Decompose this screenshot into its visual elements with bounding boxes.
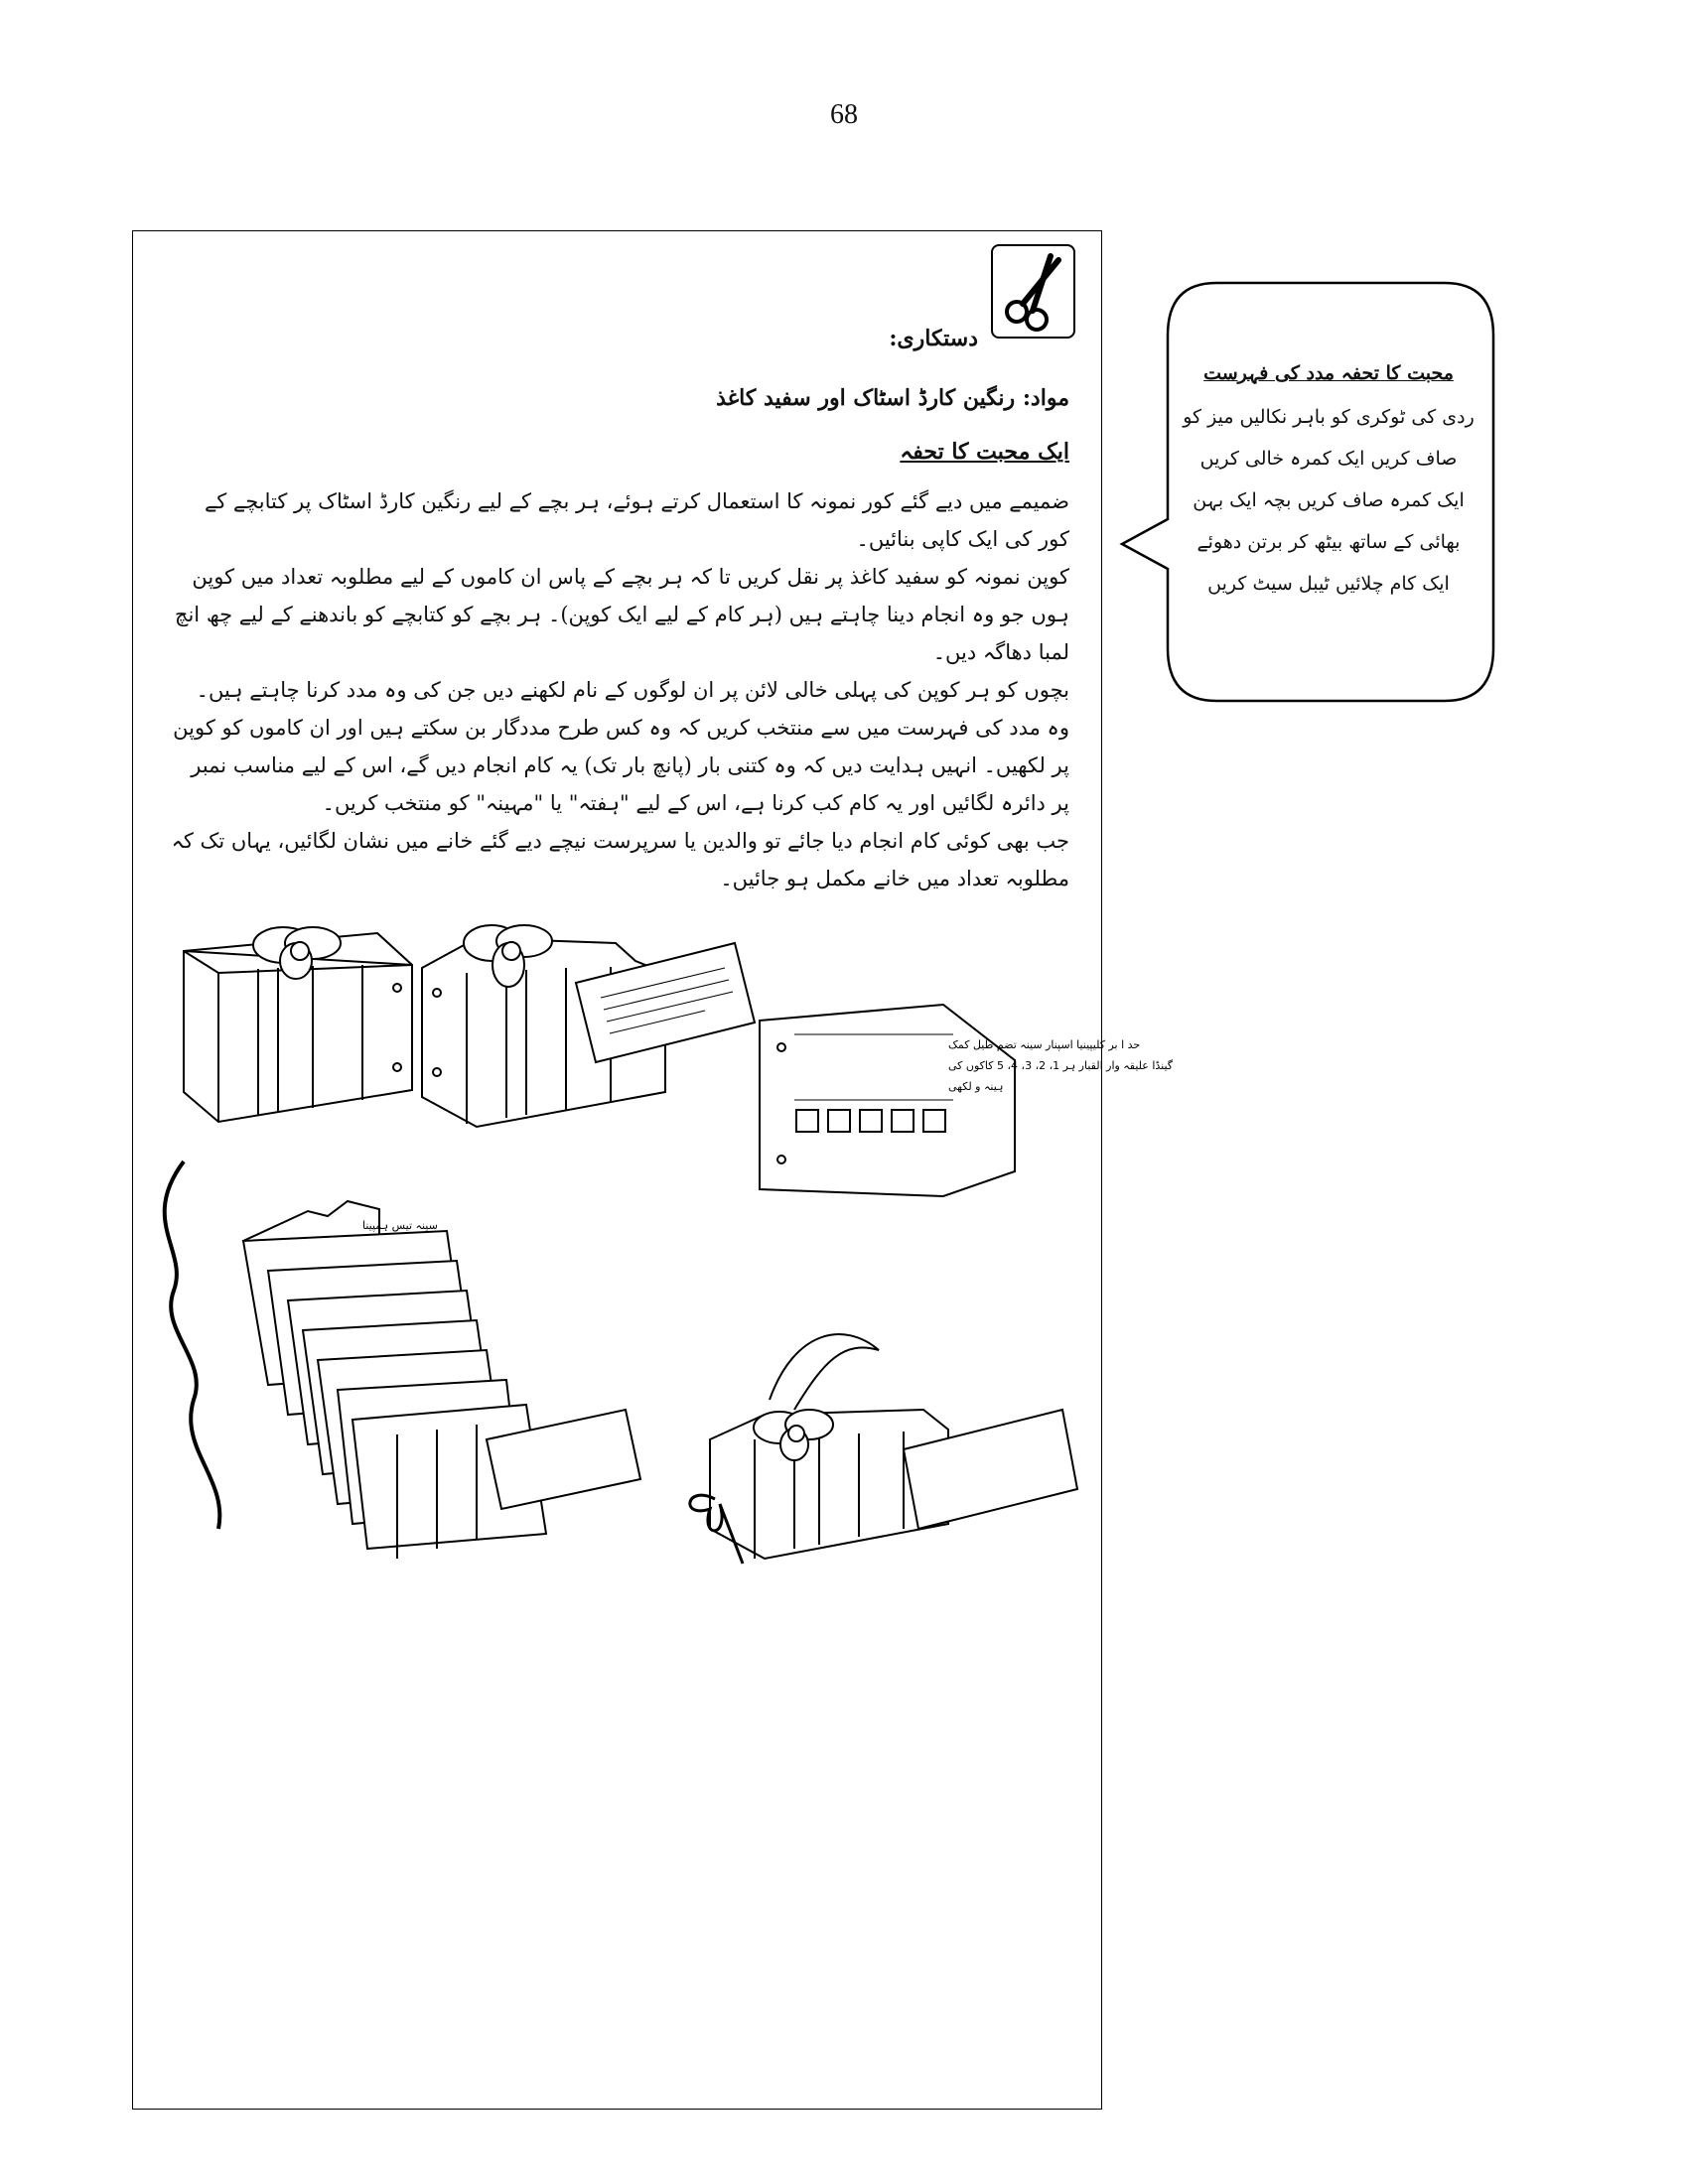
help-list-line-2: صاف کریں ایک کمرہ خالی کریں — [1199, 448, 1458, 470]
coupon-line-3: ہینہ و لکھی — [948, 1080, 1004, 1093]
thread-string — [165, 1161, 220, 1529]
page-number: 68 — [830, 99, 858, 130]
paragraph-3: بچوں کو ہر کوپن کی پہلی خالی لائن پر ان لوگوں کے نام لکھنے دیں جن کی وہ مدد کرنا چاہتے ہیں۔ وہ مدد کی فہرست میں سے منتخب کریں کہ وہ کس طرح مددگار بن سکتے ہیں اور ان کاموں کو کوپن پر لکھیں۔ انہیں ہدایت دیں کہ وہ کتنی بار (پانچ بار تک) یہ کام انجام دیں گے، اس کے لیے مناسب نمبر پر دائرہ لگائیں اور یہ کام کب کرنا ہے، اس کے لیے "ہفتہ" یا "مہینہ" کو منتخب کریں۔ — [173, 678, 1069, 815]
gift-box-back — [422, 925, 755, 1127]
gift-booklet-illustration — [149, 913, 1174, 1588]
coupon-sample — [760, 1005, 1015, 1196]
gift-box-tied — [690, 1334, 1077, 1564]
help-list-line-1: ردی کی ٹوکری کو باہر نکالیں میز کو — [1183, 406, 1475, 428]
instructions — [171, 482, 1069, 897]
scissors-icon — [991, 244, 1075, 339]
craft-title: دستکاری: — [889, 326, 978, 351]
help-list-line-3: ایک کمرہ صاف کریں بچہ ایک بہن — [1193, 489, 1465, 511]
fan-top-label: سینہ تیس ہمپینا — [362, 1219, 438, 1232]
coupon-line-1: حد ا بر کلیپینیا اسپنار سینہ تضم طیل کمک — [948, 1038, 1141, 1051]
fanned-booklet — [243, 1201, 640, 1559]
materials-line: مواد: رنگین کارڈ اسٹاک اور سفید کاغذ — [716, 385, 1069, 411]
help-list-line-5: ایک کام چلائیں ٹیبل سیٹ کریں — [1207, 573, 1450, 595]
paragraph-2: کوپن نمونہ کو سفید کاغذ پر نقل کریں تا کہ ہر بچے کے پاس ان کاموں کے لیے مطلوبہ تعداد میں کوپن ہوں جو وہ انجام دینا چاہتے ہیں (ہر کام کے لیے ایک کوپن)۔ ہر بچے کو کتابچے کو باندھنے کے لیے چھ انچ لمبا دھاگہ دیں۔ — [174, 565, 1069, 664]
paragraph-4: جب بھی کوئی کام انجام دیا جائے تو والدین یا سرپرست نیچے دیے گئے خانے میں نشان لگائیں، یہاں تک کہ مطلوبہ تعداد میں خانے مکمل ہو جائیں۔ — [171, 829, 1069, 890]
help-list-title: محبت کا تحفہ مدد کی فہرست — [1203, 362, 1454, 384]
paragraph-1: ضمیمے میں دیے گئے کور نمونہ کا استعمال کرتے ہوئے، ہر بچے کے لیے رنگین کارڈ اسٹاک پر کتابچے کے کور کی ایک کاپی بنائیں۔ — [204, 489, 1069, 551]
gift-box-front — [184, 927, 412, 1122]
help-list-line-4: بھائی کے ساتھ بیٹھ کر برتن دھوئے — [1196, 531, 1461, 553]
coupon-line-2: گینڈا علیقہ وار القبار ہر 1، 2، 3، 4، 5 کاکوں کی — [948, 1059, 1174, 1072]
gift-heading: ایک محبت کا تحفہ — [900, 439, 1069, 465]
help-list — [1170, 352, 1487, 605]
